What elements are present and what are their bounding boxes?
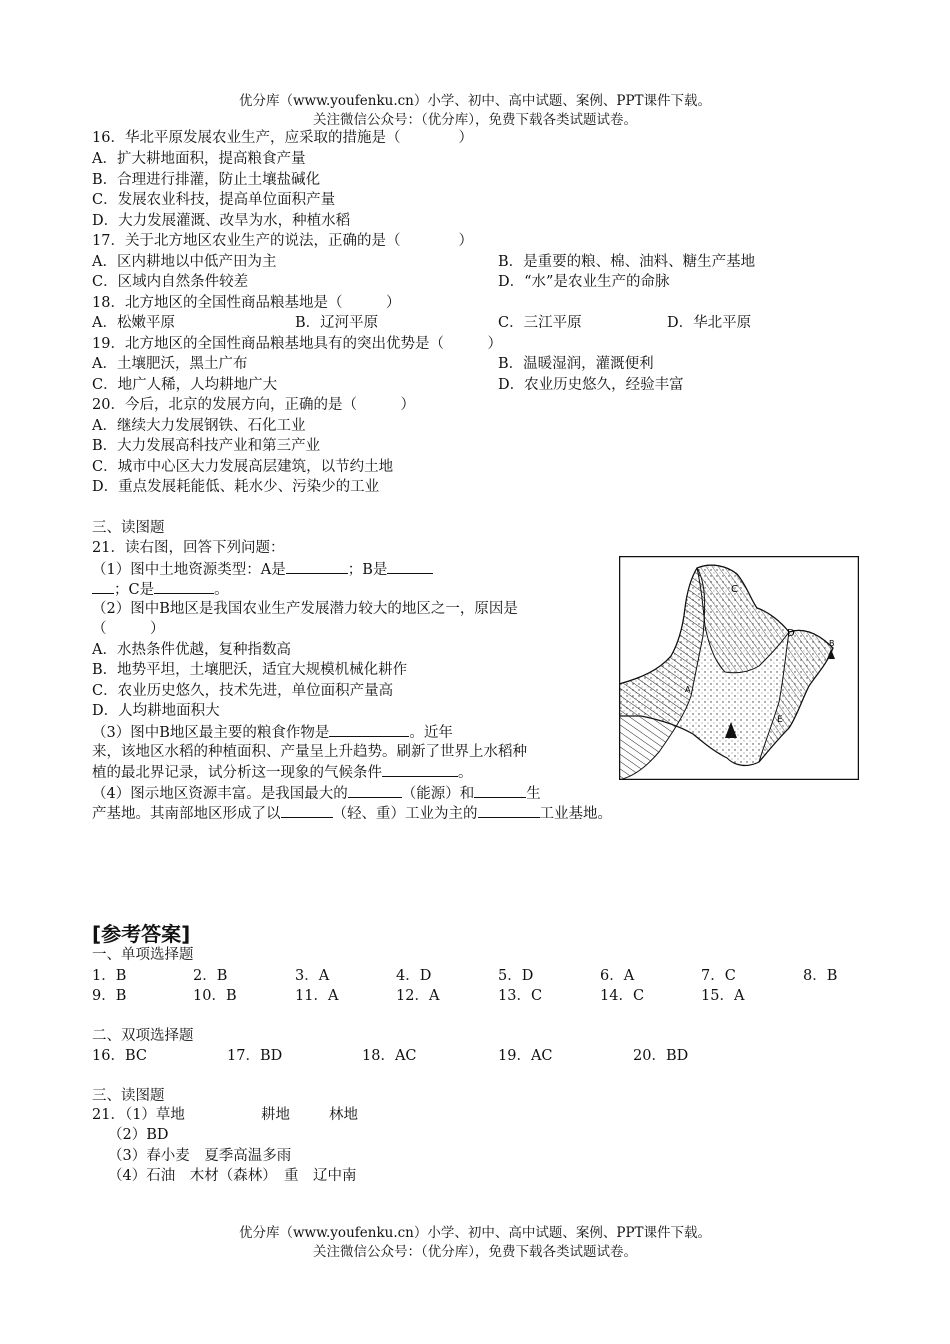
answer-21-2: （2）BD [108,1127,169,1143]
q21-part3-line1: （3）图中B地区最主要的粮食作物是 。近年 [92,722,453,743]
blank-climate[interactable] [382,762,458,777]
answer-16: 16．BC [92,1048,147,1064]
q17-option-b: B．是重要的粮、棉、油料、糖生产基地 [498,254,756,270]
answer-21-4: （4）石油 木材（森林） 重 辽中南 [108,1168,357,1184]
q19-option-c: C．地广人稀，人均耕地广大 [92,377,278,393]
answer-7: 7．C [701,968,736,984]
q21-part2-option-d: D．人均耕地面积大 [92,703,220,719]
answer-18: 18．AC [362,1048,417,1064]
q17-stem: 17．关于北方地区农业生产的说法，正确的是（ ） [92,233,473,249]
q17-option-c: C．区域内自然条件较差 [92,274,249,290]
answer-9: 9．B [92,988,127,1004]
q21-part2-option-a: A．水热条件优越，复种指数高 [92,642,291,658]
q18-option-c: C．三江平原 [498,315,582,331]
answer-2: 2．B [193,968,228,984]
q19-option-d: D．农业历史悠久，经验丰富 [498,377,684,393]
q16-option-b: B．合理进行排灌，防止土壤盐碱化 [92,172,321,188]
map-label-a: A [685,685,691,694]
q18-option-b: B．辽河平原 [295,315,379,331]
q21-part2-paren: （ ） [92,621,165,637]
q21-stem: 21．读右图，回答下列问题： [92,540,285,556]
map-label-b: B [829,639,835,648]
answer-21-1: 21．（1）草地 [92,1107,185,1123]
q21-part2-option-c: C．农业历史悠久，技术先进，单位面积产量高 [92,683,394,699]
header-line-1: 优分库（www.youfenku.cn）小学、初中、高中试题、案例、PPT课件下载。 [238,93,712,109]
q21-part1-line2: ；C是 。 [92,579,229,600]
q18-stem: 18．北方地区的全国性商品粮基地是（ ） [92,295,401,311]
answer-13: 13．C [498,988,543,1004]
blank-a[interactable] [286,559,348,574]
answer-21-1c: 林地 [329,1107,358,1123]
answer-19: 19．AC [498,1048,553,1064]
answers-title: [参考答案] [92,922,191,946]
answers-section3-title: 三、读图题 [92,1088,165,1104]
q18-option-a: A．松嫩平原 [92,315,175,331]
answer-8: 8．B [803,968,838,984]
blank-b-cont[interactable] [92,579,114,594]
answer-21-3: （3）春小麦 夏季高温多雨 [108,1148,292,1164]
footer-line-2: 关注微信公众号：（优分库），免费下载各类试题试卷。 [313,1244,637,1260]
q20-option-c: C．城市中心区大力发展高层建筑，以节约土地 [92,459,394,475]
blank-b[interactable] [387,559,433,574]
q21-part3-line3: 植的最北界记录，试分析这一现象的气候条件 。 [92,762,473,783]
map-label-c: C [731,584,738,595]
q21-part4-line2: 产基地。其南部地区形成了以 （轻、重）工业为主的 工业基地。 [92,803,612,824]
q21-part2-stem: （2）图中B地区是我国农业生产发展潜力较大的地区之一，原因是 [92,601,518,617]
blank-c[interactable] [154,579,214,594]
answer-15: 15．A [701,988,745,1004]
q17-option-d: D．“水”是农业生产的命脉 [498,274,670,290]
q20-option-d: D．重点发展耗能低、耗水少、污染少的工业 [92,479,380,495]
blank-industry-base[interactable] [478,803,540,818]
q19-option-a: A．土壤肥沃，黑土广布 [92,356,248,372]
answer-11: 11．A [295,988,339,1004]
q16-option-c: C．发展农业科技，提高单位面积产量 [92,192,336,208]
answer-1: 1．B [92,968,127,984]
answer-17: 17．BD [227,1048,283,1064]
answer-12: 12．A [396,988,440,1004]
blank-industry-type[interactable] [281,803,333,818]
q21-part2-option-b: B．地势平坦，土壤肥沃，适宜大规模机械化耕作 [92,662,408,678]
q21-part3-line2: 来，该地区水稻的种植面积、产量呈上升趋势。刷新了世界上水稻种 [92,744,527,760]
q16-option-d: D．大力发展灌溉、改旱为水，种植水稻 [92,213,351,229]
answer-14: 14．C [600,988,645,1004]
q20-option-b: B．大力发展高科技产业和第三产业 [92,438,321,454]
answer-6: 6．A [600,968,635,984]
answer-3: 3．A [295,968,330,984]
q16-stem: 16．华北平原发展农业生产，应采取的措施是（ ） [92,130,473,146]
q18-option-d: D．华北平原 [667,315,752,331]
footer-line-1: 优分库（www.youfenku.cn）小学、初中、高中试题、案例、PPT课件下载。 [238,1225,712,1241]
answer-5: 5．D [498,968,534,984]
header-line-2: 关注微信公众号：（优分库），免费下载各类试题试卷。 [313,112,637,128]
answer-10: 10．B [193,988,237,1004]
q21-part1-line1: （1）图中土地资源类型：A是 ；B是 [92,559,433,580]
q16-option-a: A．扩大耕地面积，提高粮食产量 [92,151,306,167]
answer-4: 4．D [396,968,432,984]
answers-section2-title: 二、双项选择题 [92,1028,194,1044]
answers-section1-title: 一、单项选择题 [92,947,194,963]
q21-part4-line1: （4）图示地区资源丰富。是我国最大的 （能源）和 生 [92,783,541,804]
q17-option-a: A．区内耕地以中低产田为主 [92,254,277,270]
q20-option-a: A．继续大力发展钢铁、石化工业 [92,418,306,434]
q19-stem: 19．北方地区的全国性商品粮基地具有的突出优势是（ ） [92,336,502,352]
northeast-map-figure [619,556,859,780]
answer-21-1b: 耕地 [261,1107,290,1123]
q20-stem: 20．今后，北京的发展方向，正确的是（ ） [92,397,415,413]
section3-title: 三、读图题 [92,520,165,536]
map-label-d: D [787,628,795,639]
blank-crop[interactable] [329,722,409,737]
blank-energy[interactable] [348,783,402,798]
answer-20: 20．BD [633,1048,689,1064]
blank-resource[interactable] [474,783,526,798]
q19-option-b: B．温暖湿润，灌溉便利 [498,356,654,372]
map-label-e: E [777,715,783,725]
